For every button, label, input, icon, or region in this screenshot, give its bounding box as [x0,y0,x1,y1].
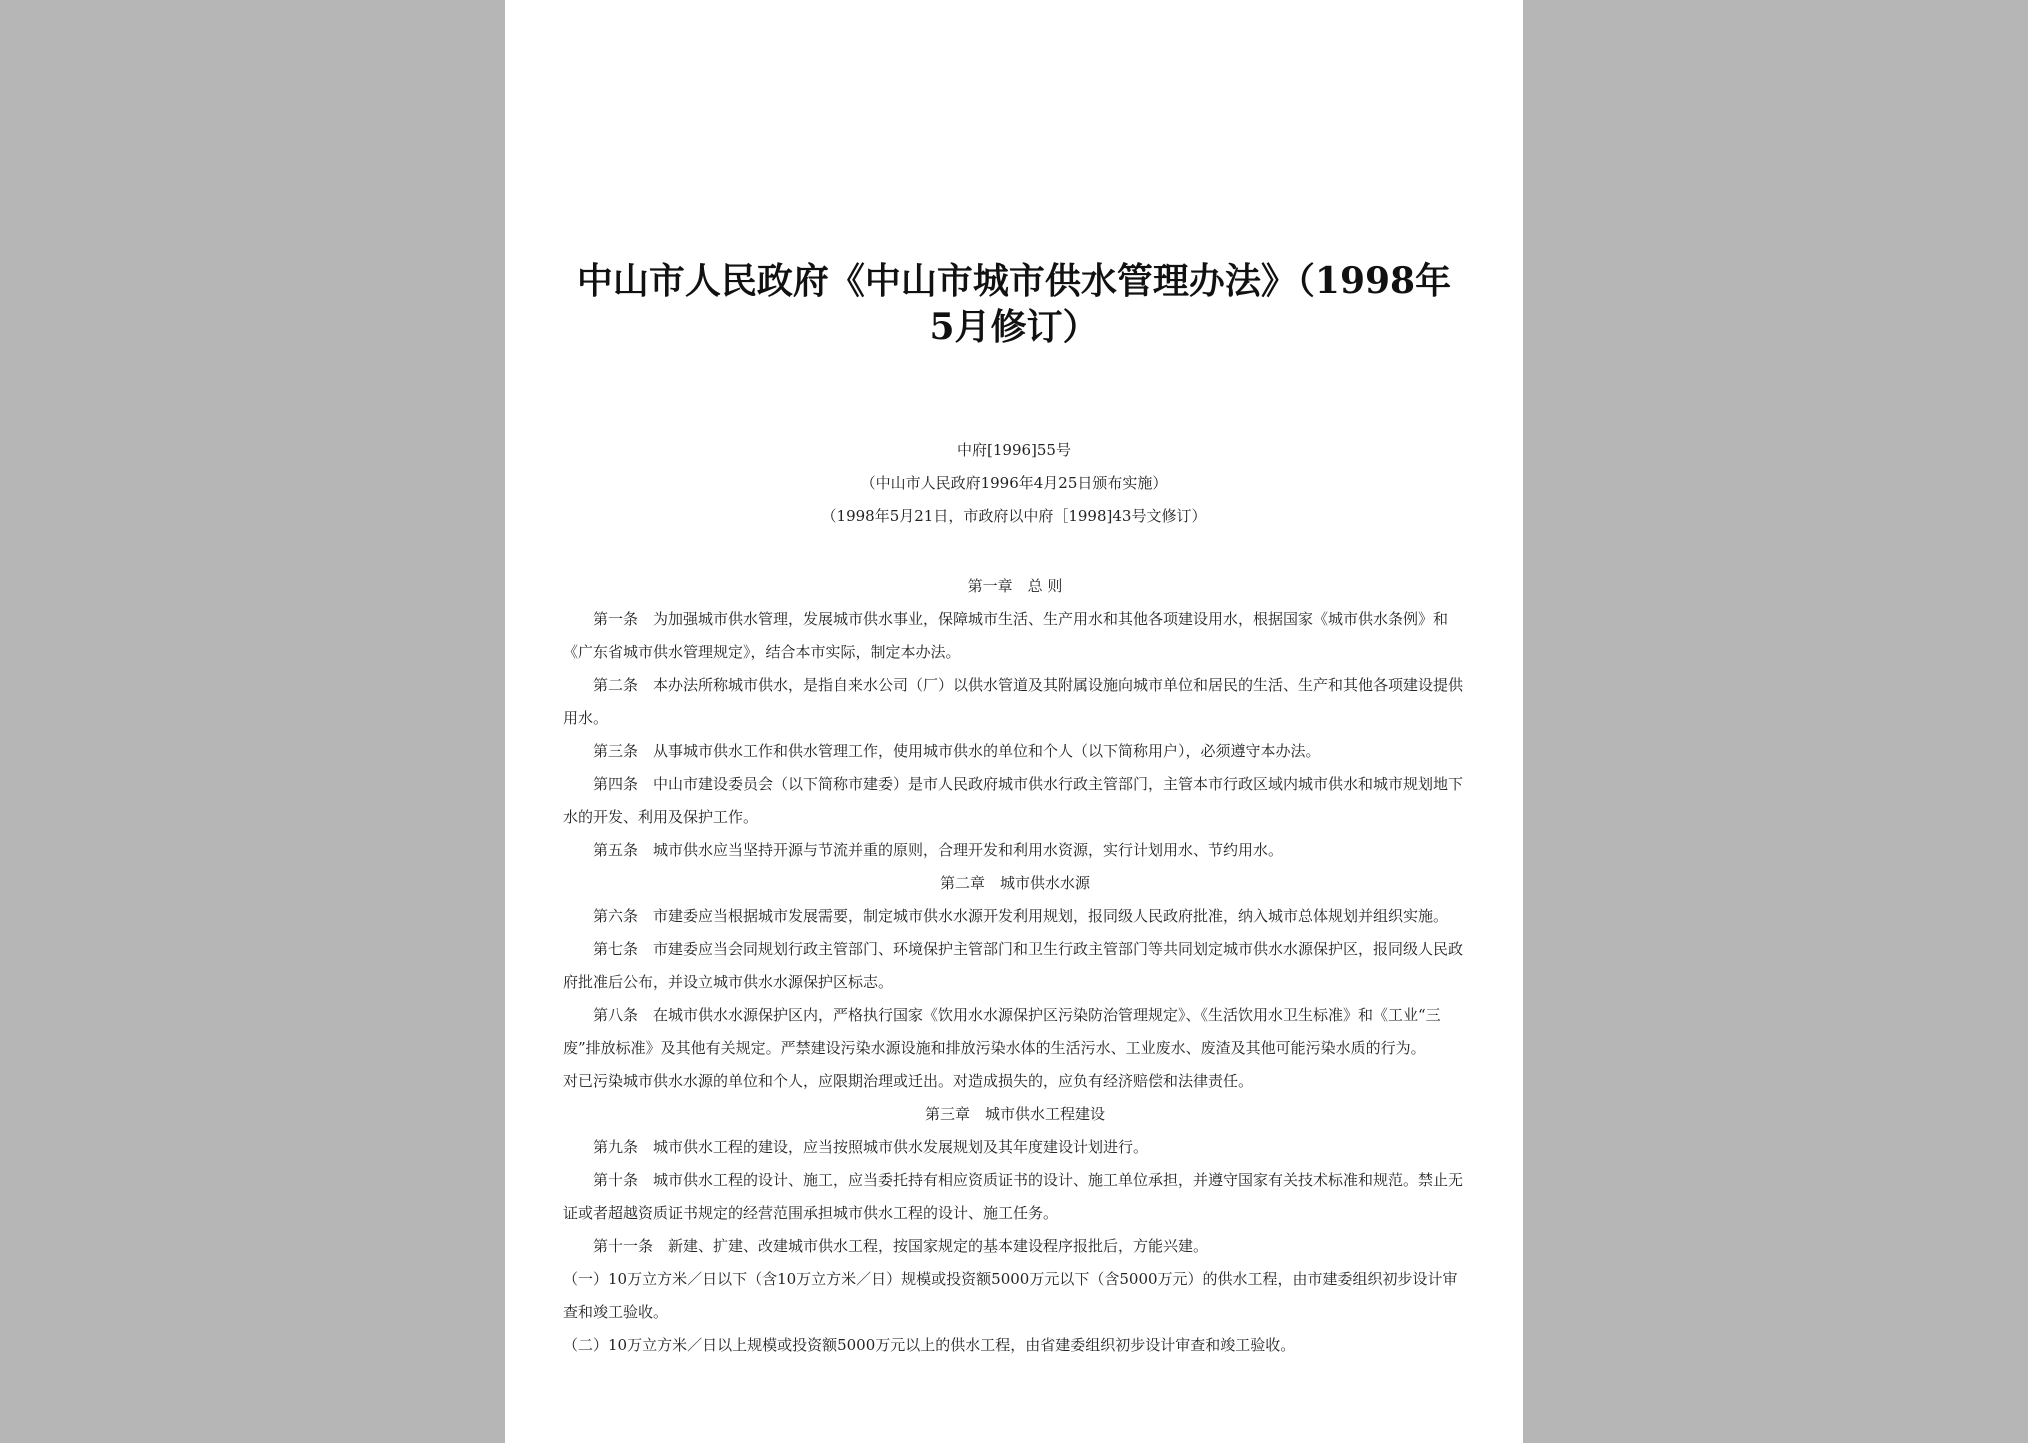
article-paragraph: 第六条 市建委应当根据城市发展需要，制定城市供水水源开发利用规划，报同级人民政府批准，纳入城市总体规划并组织实施。 [593,907,1449,925]
chapter-heading: 第二章 城市供水水源 [939,874,1090,892]
document-number: 中府[1996]55号 [957,441,1071,459]
title-line-2: 5月修订） [929,306,1099,348]
article-paragraph: （二）10万立方米／日以上规模或投资额5000万元以上的供水工程，由省建委组织初步设计审查和竣工验收。 [563,1336,1296,1354]
article-paragraph: 第四条 中山市建设委员会（以下简称市建委）是市人民政府城市供水行政主管部门，主管本市行政区域内城市供水和城市规划地下水的开发、利用及保护工作。 [563,775,1464,826]
article-paragraph: 第二条 本办法所称城市供水，是指自来水公司（厂）以供水管道及其附属设施向城市单位和居民的生活、生产和其他各项建设提供用水。 [563,676,1464,727]
article-paragraph: 第一条 为加强城市供水管理，发展城市供水事业，保障城市生活、生产用水和其他各项建设用水，根据国家《城市供水条例》和《广东省城市供水管理规定》，结合本市实际，制定本办法。 [563,610,1449,661]
article-paragraph: 第九条 城市供水工程的建设，应当按照城市供水发展规划及其年度建设计划进行。 [593,1138,1149,1156]
article-paragraph: 第十一条 新建、扩建、改建城市供水工程，按国家规定的基本建设程序报批后，方能兴建。 [593,1237,1209,1255]
chapter-heading: 第一章 总 则 [967,577,1063,595]
issued-note: （中山市人民政府1996年4月25日颁布实施） [860,474,1168,492]
article-paragraph: 第八条 在城市供水水源保护区内，严格执行国家《饮用水水源保护区污染防治管理规定》、《生活饮用水卫生标准》和《工业“三废”排放标准》及其他有关规定。严禁建设污染水源设施和排放污染水体的生活污水、工业废水、废渣及其他可能污染水质的行为。 [563,1006,1441,1057]
document-title [505,258,1523,350]
article-paragraph: 第十条 城市供水工程的设计、施工，应当委托持有相应资质证书的设计、施工单位承担，并遵守国家有关技术标准和规范。禁止无证或者超越资质证书规定的经营范围承担城市供水工程的设计、施工任务。 [563,1171,1464,1222]
title-line-1: 中山市人民政府《中山市城市供水管理办法》（1998年 [576,260,1452,302]
document-page [505,0,1523,1443]
article-paragraph: （一）10万立方米／日以下（含10万立方米／日）规模或投资额5000万元以下（含5000万元）的供水工程，由市建委组织初步设计审查和竣工验收。 [563,1270,1458,1321]
article-paragraph: 第五条 城市供水应当坚持开源与节流并重的原则，合理开发和利用水资源，实行计划用水、节约用水。 [593,841,1284,859]
chapter-heading: 第三章 城市供水工程建设 [924,1105,1105,1123]
article-paragraph: 第三条 从事城市供水工作和供水管理工作，使用城市供水的单位和个人（以下简称用户），必须遵守本办法。 [593,742,1321,760]
article-paragraph: 第七条 市建委应当会同规划行政主管部门、环境保护主管部门和卫生行政主管部门等共同划定城市供水水源保护区，报同级人民政府批准后公布，并设立城市供水水源保护区标志。 [563,940,1464,991]
document-body [563,570,1467,1362]
revised-note: （1998年5月21日，市政府以中府［1998]43号文修订） [821,507,1207,525]
article-paragraph: 对已污染城市供水水源的单位和个人，应限期治理或迁出。对造成损失的，应负有经济赔偿和法律责任。 [563,1072,1254,1090]
